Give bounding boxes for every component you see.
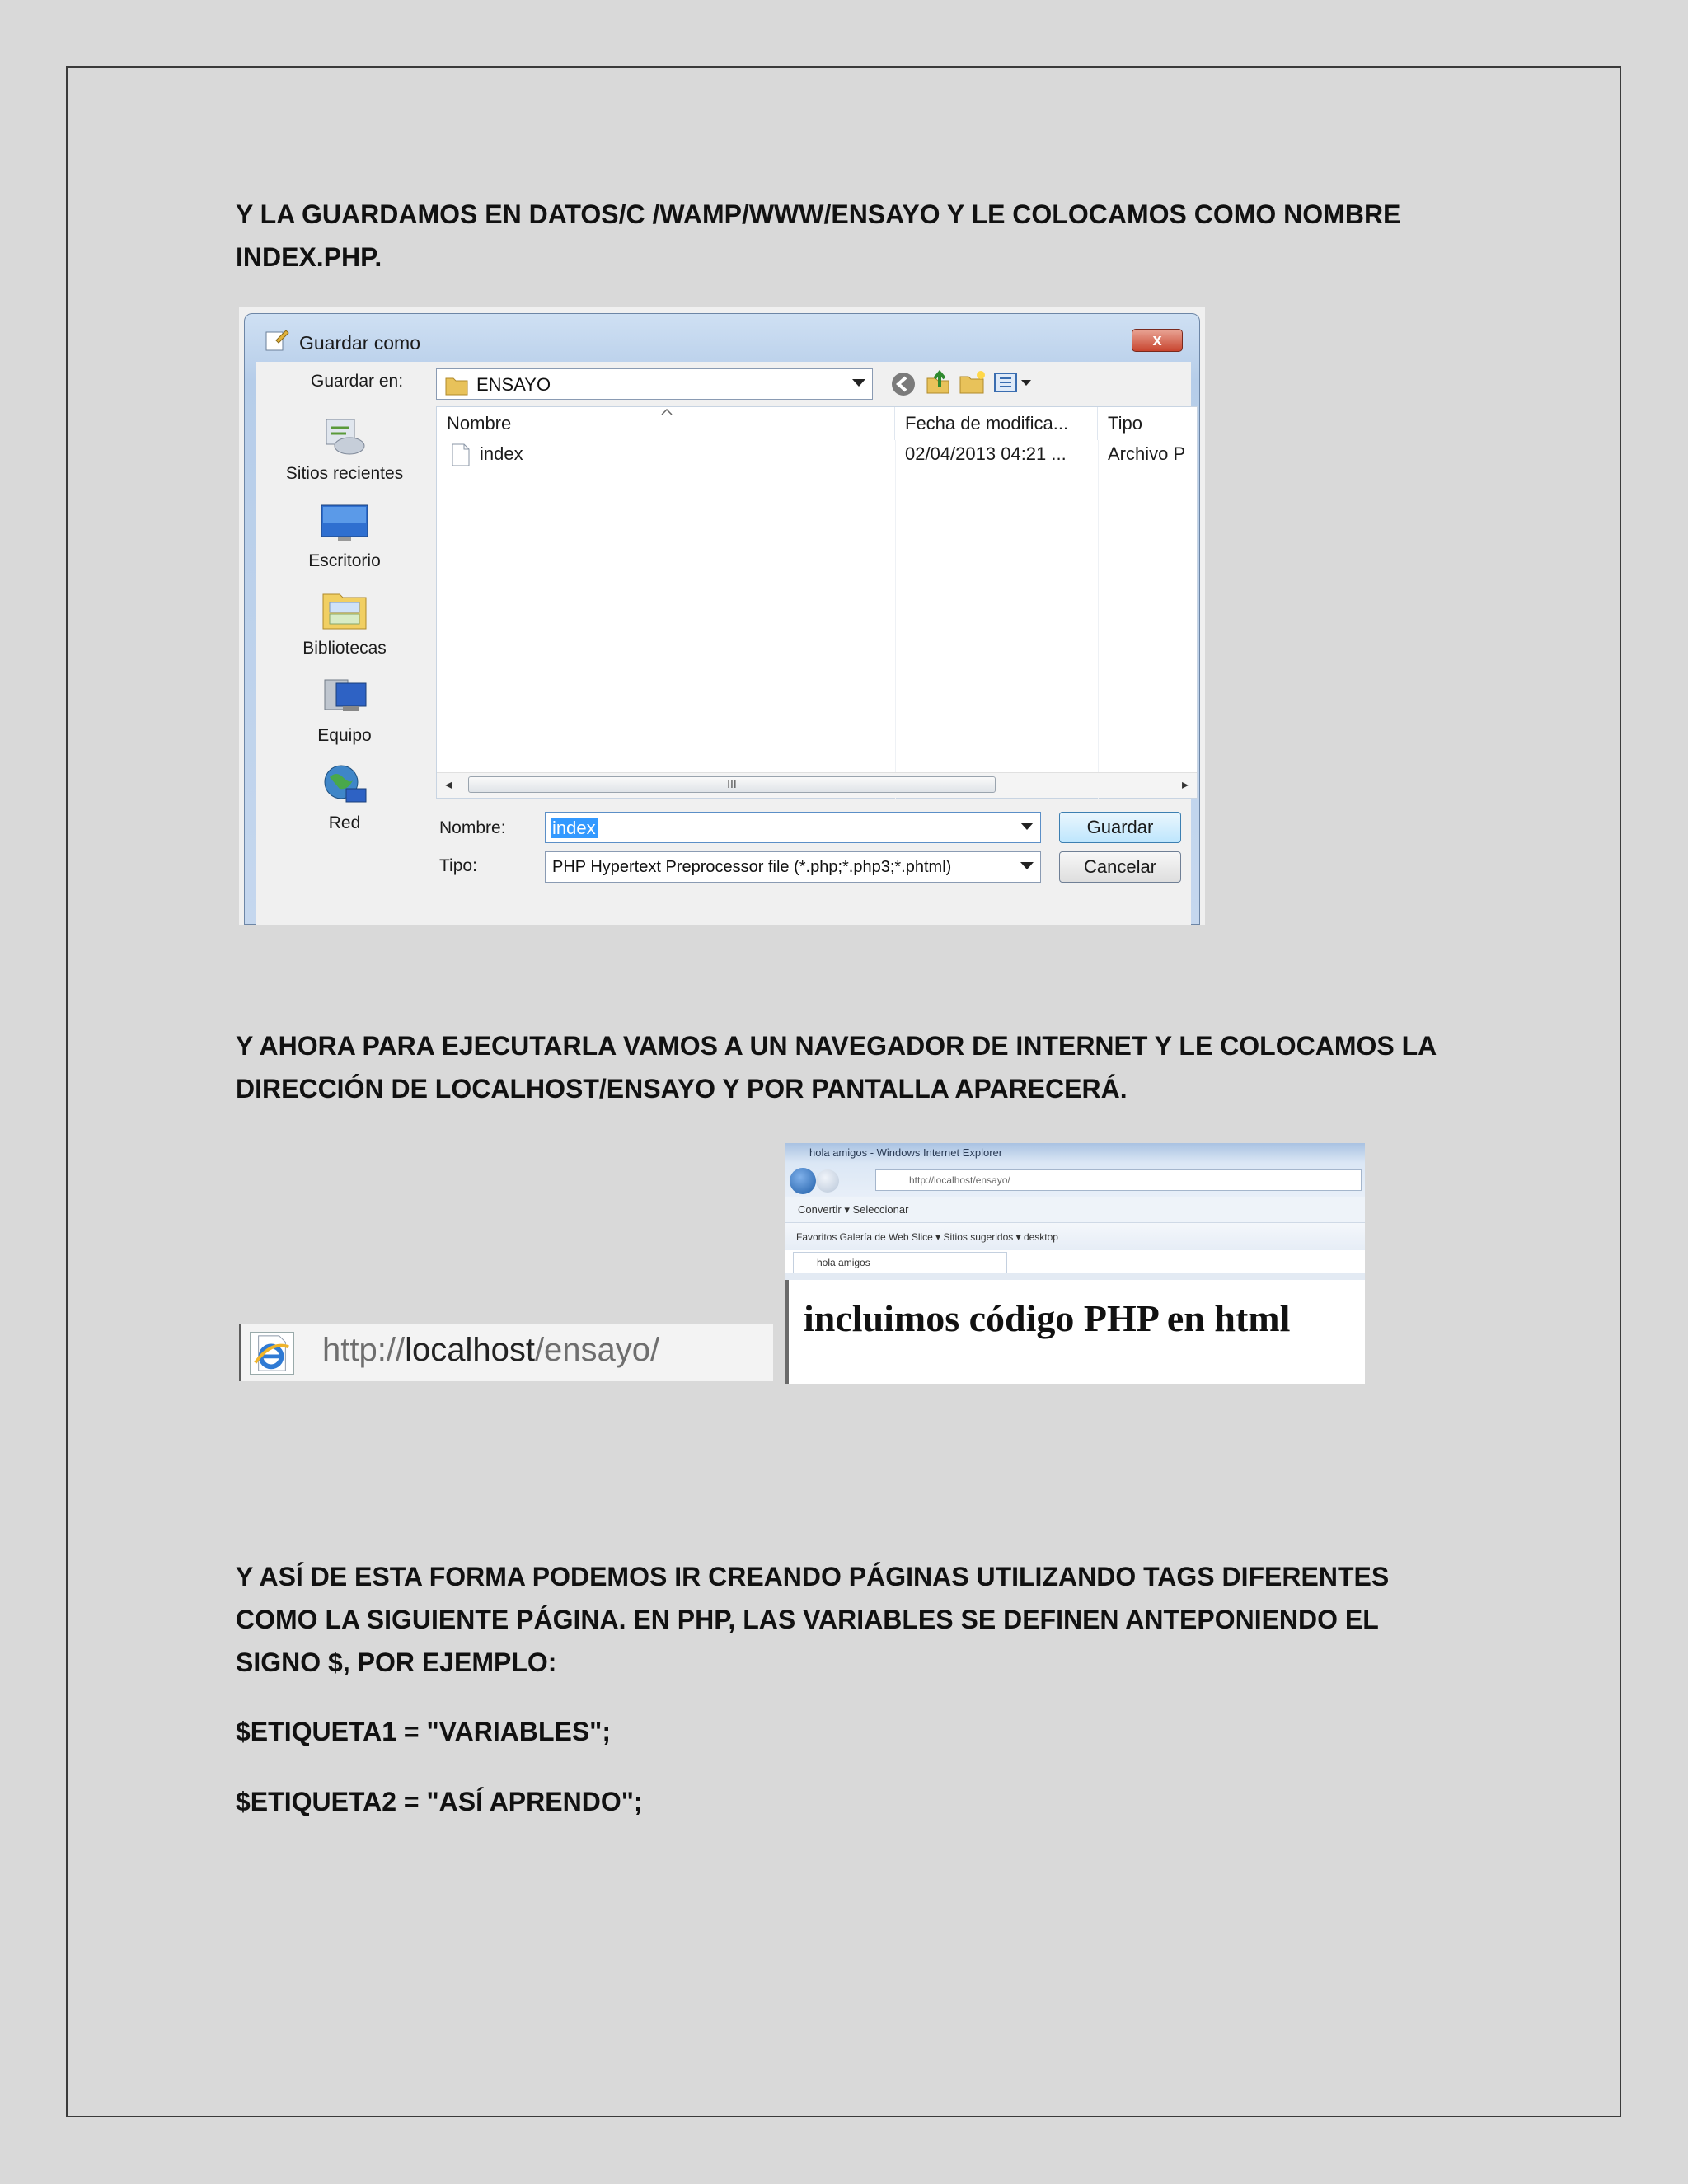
place-label: Equipo: [317, 726, 372, 745]
code-line-1: [236, 1710, 1456, 1753]
paragraph-text: Y LA GUARDAMOS EN DATOS/C /WAMP/WWW/ENSAYO Y LE COLOCAMOS COMO NOMBRE INDEX.PHP.: [236, 199, 1401, 272]
chevron-down-icon[interactable]: [852, 379, 865, 387]
place-recent[interactable]: [256, 411, 433, 484]
save-as-dialog: [239, 307, 1205, 925]
save-as-icon: [265, 329, 289, 352]
paragraph-run-instructions: [236, 1024, 1456, 1110]
filetype-value: PHP Hypertext Preprocessor file (*.php;*.php3;*.phtml): [552, 858, 952, 876]
place-libraries[interactable]: [256, 586, 433, 658]
browser-window-crop: [785, 1143, 1365, 1384]
forward-icon[interactable]: [816, 1169, 839, 1193]
place-desktop[interactable]: [256, 499, 433, 571]
filetype-dropdown[interactable]: [545, 851, 1041, 883]
filename-field[interactable]: [545, 812, 1041, 843]
page-heading: incluimos código PHP en html: [804, 1297, 1291, 1339]
dialog-body: [256, 362, 1191, 925]
browser-tab-strip: [785, 1273, 1365, 1280]
column-header-name[interactable]: Nombre: [437, 407, 895, 440]
browser-content: [785, 1280, 1365, 1384]
file-list[interactable]: [436, 406, 1198, 799]
scroll-left-icon[interactable]: ◂: [445, 778, 452, 792]
place-network[interactable]: [256, 761, 433, 833]
place-computer[interactable]: [256, 673, 433, 746]
place-label: Sitios recientes: [285, 464, 404, 483]
scroll-right-icon[interactable]: ▸: [1181, 778, 1189, 792]
view-menu-icon[interactable]: [993, 368, 1034, 396]
close-button[interactable]: x: [1132, 329, 1183, 352]
computer-icon: [318, 673, 371, 721]
url-scheme: http://: [322, 1332, 406, 1368]
place-label: Escritorio: [308, 551, 381, 570]
chevron-down-icon[interactable]: [1020, 823, 1034, 830]
back-icon[interactable]: [889, 370, 917, 398]
column-divider: [1098, 440, 1099, 799]
column-header-date[interactable]: Fecha de modifica...: [895, 407, 1098, 440]
column-header-type[interactable]: Tipo: [1108, 413, 1142, 434]
place-label: Red: [328, 813, 361, 832]
recent-places-icon: [318, 411, 371, 459]
address-bar-crop: [239, 1324, 773, 1381]
save-in-label: Guardar en:: [311, 372, 404, 391]
filetype-label: Tipo:: [439, 856, 477, 875]
code-line-2: [236, 1780, 1456, 1823]
paragraph-save-instructions: [236, 193, 1456, 279]
browser-tab[interactable]: hola amigos: [793, 1252, 1007, 1273]
browser-nav-bar: [785, 1163, 1365, 1197]
column-divider: [895, 440, 896, 799]
url-path: /ensayo/: [534, 1332, 660, 1368]
save-in-dropdown[interactable]: [436, 368, 873, 400]
dialog-frame: [244, 313, 1200, 925]
back-icon[interactable]: [790, 1168, 816, 1194]
internet-explorer-icon: [250, 1332, 294, 1375]
libraries-icon: [318, 586, 371, 634]
url-host: localhost: [405, 1332, 535, 1368]
browser-command-bar[interactable]: Convertir ▾ Seleccionar: [785, 1197, 1365, 1222]
browser-favorites-bar[interactable]: Favoritos Galería de Web Slice ▾ Sitios sugeridos ▾ desktop: [785, 1222, 1365, 1250]
save-button[interactable]: Guardar: [1059, 812, 1181, 843]
browser-url-field[interactable]: http://localhost/ensayo/: [875, 1169, 1362, 1191]
folder-icon: [445, 374, 468, 396]
horizontal-scrollbar[interactable]: [437, 772, 1197, 798]
save-in-value: ENSAYO: [476, 374, 551, 395]
chevron-down-icon[interactable]: [1020, 862, 1034, 869]
up-folder-icon[interactable]: [924, 368, 952, 396]
paragraph-text: Y ASÍ DE ESTA FORMA PODEMOS IR CREANDO PÁGINAS UTILIZANDO TAGS DIFERENTES COMO LA SIGUIENTE PÁGINA. EN PHP, LAS VARIABLES SE DEFINEN ANTEPONIENDO EL SIGNO $, POR EJEMPLO:: [236, 1562, 1390, 1677]
paragraph-variables-intro: [236, 1555, 1456, 1684]
file-type: Archivo P: [1108, 443, 1186, 464]
browser-title-bar: hola amigos - Windows Internet Explorer: [785, 1143, 1365, 1163]
file-name: index: [480, 443, 523, 464]
file-date: 02/04/2013 04:21 ...: [905, 443, 1067, 464]
place-label: Bibliotecas: [302, 639, 387, 658]
dialog-title: Guardar como: [299, 332, 421, 354]
file-icon: [452, 443, 470, 466]
new-folder-icon[interactable]: [959, 368, 987, 396]
filename-value: index: [552, 818, 596, 838]
paragraph-text: $ETIQUETA1 = "VARIABLES";: [236, 1717, 611, 1746]
sort-ascending-icon: [661, 409, 673, 415]
desktop-icon: [318, 499, 371, 546]
scroll-thumb[interactable]: III: [468, 776, 996, 793]
address-url[interactable]: [322, 1332, 659, 1369]
filename-label: Nombre:: [439, 818, 506, 837]
places-bar: [256, 406, 433, 917]
paragraph-text: Y AHORA PARA EJECUTARLA VAMOS A UN NAVEGADOR DE INTERNET Y LE COLOCAMOS LA DIRECCIÓN DE LOCALHOST/ENSAYO Y POR PANTALLA APARECERÁ.: [236, 1031, 1437, 1104]
paragraph-text: $ETIQUETA2 = "ASÍ APRENDO";: [236, 1787, 643, 1816]
network-icon: [318, 761, 371, 808]
cancel-button[interactable]: Cancelar: [1059, 851, 1181, 883]
